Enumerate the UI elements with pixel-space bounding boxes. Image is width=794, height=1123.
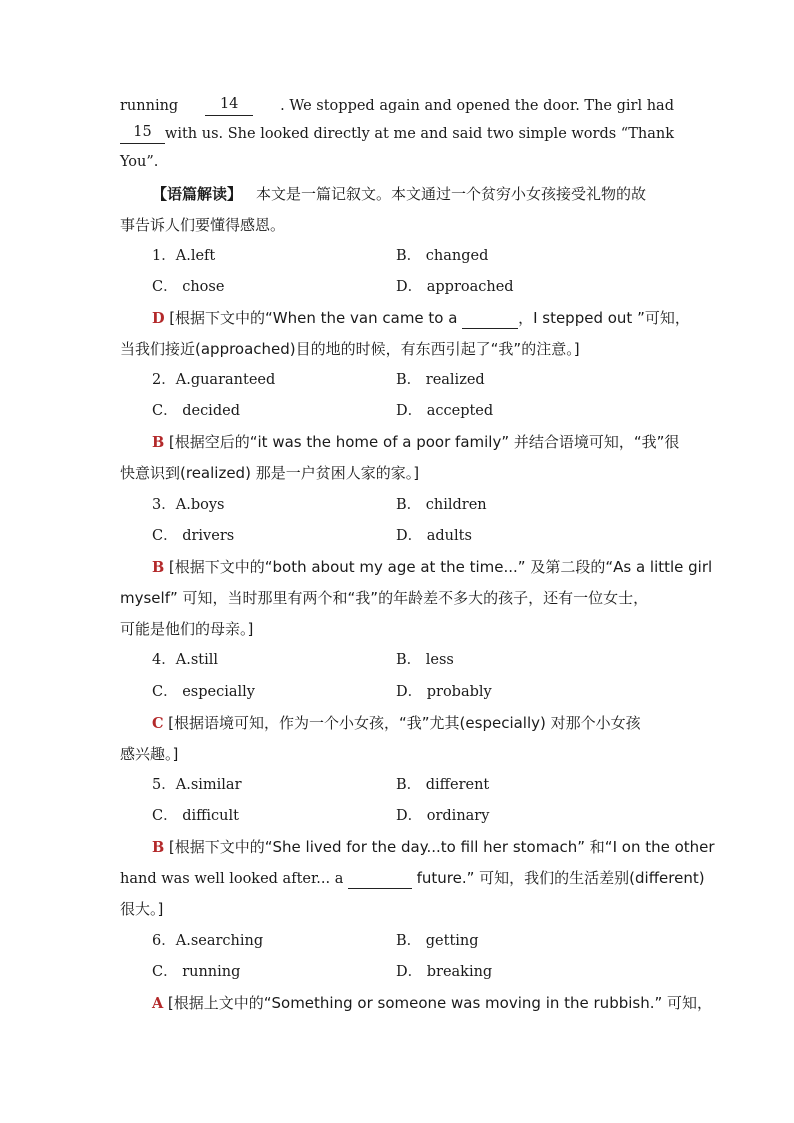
- passage-line-3: [120, 152, 674, 172]
- q5-explanation-line-1: B [根据下文中的“She lived for the day...to fill her stomach” 和“I on the other: [152, 838, 715, 856]
- passage-word: running: [120, 98, 179, 114]
- q3-option-c: C． drivers: [152, 528, 235, 544]
- q1-option-d: D． approached: [396, 279, 514, 295]
- q1-option-b: B． changed: [396, 248, 489, 264]
- q5-option-b: B． different: [396, 777, 490, 793]
- analysis-line-2: [120, 215, 674, 235]
- passage-text: . We stopped again and opened the door. The girl had: [280, 98, 674, 114]
- analysis-text: 事告诉人们要懂得感恩。: [120, 216, 286, 234]
- q3-option-b: B． children: [396, 497, 487, 513]
- q6-option-c: C． running: [152, 964, 241, 980]
- q2-option-a: 2．A.guaranteed: [152, 372, 276, 388]
- q6-option-d: D． breaking: [396, 964, 493, 980]
- passage-line-2: [120, 124, 674, 144]
- q1-answer: D: [152, 310, 165, 327]
- q4-option-a: 4．A.still: [152, 652, 218, 668]
- q6-explanation-line-1: A [根据上文中的“Something or someone was moving in the rubbish.” 可知，: [152, 994, 713, 1012]
- q6-answer: A: [152, 995, 164, 1012]
- q4-explanation-line-1: C [根据语境可知，作为一个小女孩，“我”尤其(especially) 对那个小女孩: [152, 714, 641, 732]
- q2-option-c: C． decided: [152, 403, 240, 419]
- passage-line-1: [120, 96, 674, 116]
- blank: [462, 311, 518, 329]
- analysis-line-1: [152, 184, 674, 204]
- q5-option-c: C． difficult: [152, 808, 239, 824]
- q4-option-d: D． probably: [396, 684, 492, 700]
- q5-explanation-line-3: 很大。]: [120, 900, 164, 918]
- q2-explanation-line-1: B [根据空后的“it was the home of a poor family” 并结合语境可知，“我”很: [152, 433, 680, 451]
- blank: [348, 871, 412, 889]
- q1-option-c: C． chose: [152, 279, 225, 295]
- passage-text: with us. She looked directly at me and said two simple words “Thank: [164, 126, 674, 142]
- analysis-label: 【语篇解读】: [152, 185, 243, 203]
- q1-explanation-line-2: 当我们接近(approached)目的地的时候，有东西引起了“我”的注意。]: [120, 340, 580, 358]
- analysis-text: 本文是一篇记叙文。本文通过一个贫穷小女孩接受礼物的故: [256, 185, 647, 203]
- q5-explanation-line-2: hand was well looked after... a future.” 可知，我们的生活差别(different): [120, 869, 705, 887]
- blank-14: 14: [205, 96, 253, 116]
- q4-option-c: C． especially: [152, 684, 255, 700]
- q2-option-d: D． accepted: [396, 403, 494, 419]
- q5-option-a: 5．A.similar: [152, 777, 242, 793]
- q2-answer: B: [152, 434, 165, 451]
- q3-answer: B: [152, 559, 165, 576]
- q4-option-b: B． less: [396, 652, 454, 668]
- q3-explanation-line-3: 可能是他们的母亲。]: [120, 620, 254, 638]
- q1-explanation-line-1: D [根据下文中的“When the van came to a ，I stepped out ”可知，: [152, 309, 690, 327]
- q5-option-d: D． ordinary: [396, 808, 490, 824]
- q4-answer: C: [152, 715, 164, 732]
- q3-explanation-line-1: B [根据下文中的“both about my age at the time...” 及第二段的“As a little girl: [152, 558, 713, 576]
- q2-option-b: B． realized: [396, 372, 485, 388]
- q6-option-b: B． getting: [396, 933, 479, 949]
- passage-text: You”.: [120, 154, 159, 170]
- q3-explanation-line-2: myself” 可知，当时那里有两个和“我”的年龄差不多大的孩子，还有一位女士，: [120, 589, 649, 607]
- blank-15: 15: [120, 124, 165, 144]
- q5-answer: B: [152, 839, 165, 856]
- q4-explanation-line-2: 感兴趣。]: [120, 745, 179, 763]
- q3-option-a: 3．A.boys: [152, 497, 225, 513]
- q6-option-a: 6．A.searching: [152, 933, 264, 949]
- q3-option-d: D． adults: [396, 528, 472, 544]
- q2-explanation-line-2: 快意识到(realized) 那是一户贫困人家的家。]: [120, 464, 420, 482]
- q1-option-a: 1．A.left: [152, 248, 216, 264]
